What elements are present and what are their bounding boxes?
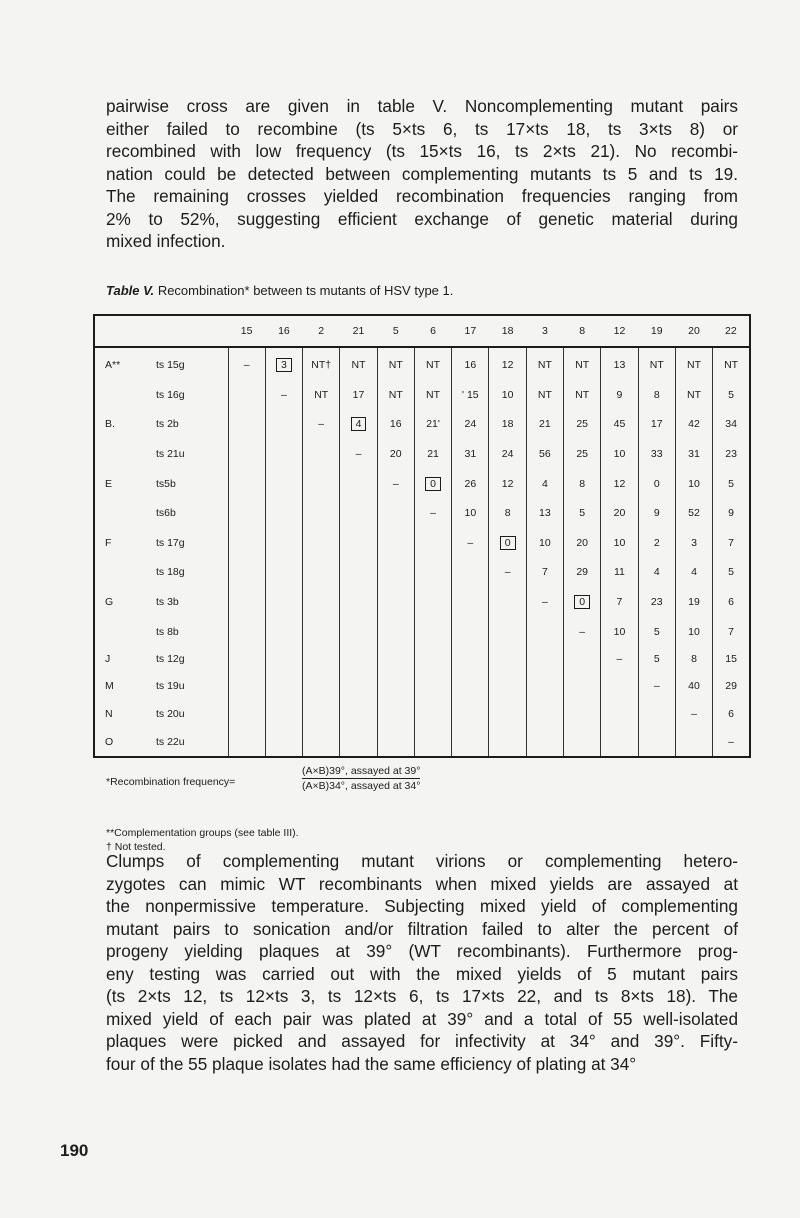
table-cell xyxy=(340,500,377,527)
table-cell xyxy=(414,645,451,672)
table-cell xyxy=(377,700,414,727)
table-cell xyxy=(675,727,712,757)
table-cell: 13 xyxy=(601,347,638,381)
table-cell xyxy=(452,700,489,727)
group-label xyxy=(94,500,152,527)
table-cell: 16 xyxy=(377,408,414,440)
table-cell: 21 xyxy=(526,408,563,440)
table-cell: 10 xyxy=(675,618,712,645)
table-cell: 8 xyxy=(489,500,526,527)
table-cell: 31 xyxy=(675,440,712,467)
table-cell: 10 xyxy=(526,527,563,559)
column-header: 3 xyxy=(526,315,563,347)
mutant-label: ts 12g xyxy=(156,652,185,665)
column-header: 8 xyxy=(564,315,601,347)
table-cell xyxy=(414,586,451,618)
table-cell: – xyxy=(377,468,414,500)
table-cell: 7 xyxy=(526,559,563,586)
table-cell: 23 xyxy=(713,440,750,467)
table-cell xyxy=(601,700,638,727)
table-cell: 10 xyxy=(489,381,526,408)
boxed-value: 0 xyxy=(574,595,590,609)
table-cell xyxy=(564,700,601,727)
formula-denominator: (A×B)34°, assayed at 34° xyxy=(302,780,421,792)
table-cell: 10 xyxy=(601,618,638,645)
table-cell: 4 xyxy=(638,559,675,586)
group-label: G xyxy=(105,596,114,609)
table-cell xyxy=(340,408,377,440)
text-line: mutant pairs to sonication and/or filtration failed to alter the percent of xyxy=(106,918,738,939)
table-cell: – xyxy=(713,727,750,757)
mutant-label: ts 22u xyxy=(156,735,185,748)
table-cell xyxy=(377,618,414,645)
table-cell: 12 xyxy=(601,468,638,500)
table-cell xyxy=(303,559,340,586)
table-cell xyxy=(340,468,377,500)
mutant-label: ts5b xyxy=(156,477,176,490)
table-cell: 40 xyxy=(675,673,712,700)
table-cell: 52 xyxy=(675,500,712,527)
boxed-value: 3 xyxy=(276,358,292,372)
table-cell: – xyxy=(601,645,638,672)
table-row xyxy=(94,527,750,559)
group-label: B. xyxy=(105,418,115,431)
table-cell xyxy=(340,559,377,586)
table-cell xyxy=(228,586,265,618)
table-cell: 10 xyxy=(601,527,638,559)
table-cell: 8 xyxy=(638,381,675,408)
mutant-label: ts 2b xyxy=(156,418,179,431)
table-cell xyxy=(377,500,414,527)
group-label: F xyxy=(105,536,112,549)
table-cell xyxy=(377,559,414,586)
table-cell: 56 xyxy=(526,440,563,467)
table-cell: – xyxy=(452,527,489,559)
group-label: E xyxy=(105,477,113,490)
column-header: 12 xyxy=(601,315,638,347)
table-cell: 10 xyxy=(675,468,712,500)
table-title: Recombination* between ts mutants of HSV type 1. xyxy=(157,283,454,298)
column-header: 16 xyxy=(265,315,302,347)
table-row xyxy=(94,381,750,408)
table-cell: 26 xyxy=(452,468,489,500)
table-cell xyxy=(489,586,526,618)
table-cell xyxy=(265,700,302,727)
table-cell xyxy=(564,673,601,700)
table-cell: 12 xyxy=(489,347,526,381)
table-cell: 12 xyxy=(489,468,526,500)
table-cell: 25 xyxy=(564,408,601,440)
table-cell xyxy=(303,440,340,467)
table-row xyxy=(94,618,750,645)
mutant-label: ts6b xyxy=(156,507,176,520)
table-caption xyxy=(106,283,453,298)
table-cell xyxy=(377,673,414,700)
table-cell: 29 xyxy=(713,673,750,700)
table-cell xyxy=(265,500,302,527)
table-cell xyxy=(303,727,340,757)
footnote-not-tested: † Not tested. xyxy=(106,841,166,853)
table-cell: 6 xyxy=(713,586,750,618)
table-cell: 34 xyxy=(713,408,750,440)
text-line: zygotes can mimic WT recombinants when mixed yields are assayed at xyxy=(106,873,738,894)
table-cell xyxy=(452,673,489,700)
table-cell: 18 xyxy=(489,408,526,440)
table-cell xyxy=(303,673,340,700)
table-cell xyxy=(303,700,340,727)
table-cell: NT xyxy=(526,381,563,408)
column-header: 22 xyxy=(713,315,750,347)
table-cell xyxy=(340,527,377,559)
table-cell xyxy=(377,727,414,757)
table-cell xyxy=(303,468,340,500)
mutant-label: ts 16g xyxy=(156,388,185,401)
table-cell: 19 xyxy=(675,586,712,618)
table-cell xyxy=(228,440,265,467)
table-cell xyxy=(228,468,265,500)
table-cell xyxy=(228,673,265,700)
boxed-value: 4 xyxy=(351,417,367,431)
formula-lhs: *Recombination frequency= xyxy=(106,776,236,788)
text-line: four of the 55 plaque isolates had the same efficiency of plating at 34° xyxy=(106,1053,637,1074)
table-cell: 5 xyxy=(713,559,750,586)
table-cell: 24 xyxy=(452,408,489,440)
table-cell: – xyxy=(414,500,451,527)
table-cell xyxy=(526,645,563,672)
table-cell xyxy=(452,559,489,586)
text-line: pairwise cross are given in table V. Noncomplementing mutant pairs xyxy=(106,96,738,116)
table-cell xyxy=(303,586,340,618)
table-cell xyxy=(564,586,601,618)
boxed-value: 0 xyxy=(425,477,441,491)
table-cell xyxy=(526,618,563,645)
mutant-label: ts 3b xyxy=(156,596,179,609)
table-cell xyxy=(377,645,414,672)
mutant-label: ts 19u xyxy=(156,680,185,693)
table-cell xyxy=(228,408,265,440)
footnote-complementation: **Complementation groups (see table III). xyxy=(106,827,299,839)
table-cell: 5 xyxy=(564,500,601,527)
table-cell: NT xyxy=(564,347,601,381)
table-cell xyxy=(228,381,265,408)
table-cell: – xyxy=(265,381,302,408)
table-cell xyxy=(228,559,265,586)
table-cell: 6 xyxy=(713,700,750,727)
table-cell xyxy=(489,645,526,672)
table-cell: NT xyxy=(340,347,377,381)
table-cell xyxy=(303,527,340,559)
table-cell: 16 xyxy=(452,347,489,381)
table-cell xyxy=(340,673,377,700)
table-cell: 2 xyxy=(638,527,675,559)
group-label xyxy=(94,559,152,586)
table-row xyxy=(94,559,750,586)
table-row xyxy=(94,408,750,440)
table-cell xyxy=(414,673,451,700)
header-corner xyxy=(94,315,228,347)
text-line: (ts 2×ts 12, ts 12×ts 3, ts 12×ts 6, ts 17×ts 22, and ts 8×ts 18). The xyxy=(106,986,738,1006)
mutant-label: ts 20u xyxy=(156,707,185,720)
table-cell: 5 xyxy=(713,468,750,500)
table-cell: NT xyxy=(564,381,601,408)
table-cell xyxy=(265,673,302,700)
table-cell: 10 xyxy=(601,440,638,467)
column-header: 17 xyxy=(452,315,489,347)
table-cell: 21' xyxy=(414,408,451,440)
text-line: the nonpermissive temperature. Subjecting mixed yield of complementing xyxy=(106,896,738,916)
table-cell: NT xyxy=(526,347,563,381)
table-cell xyxy=(265,440,302,467)
table-cell: 42 xyxy=(675,408,712,440)
text-line: recombined with low frequency (ts 15×ts 16, ts 2×ts 21). No recombi- xyxy=(106,141,738,161)
group-label: J xyxy=(105,652,111,665)
table-cell xyxy=(414,618,451,645)
formula-numerator: (A×B)39°, assayed at 39° xyxy=(302,765,421,777)
table-cell xyxy=(414,559,451,586)
table-cell: 45 xyxy=(601,408,638,440)
column-header: 20 xyxy=(675,315,712,347)
group-label: N xyxy=(105,707,113,720)
boxed-value: 0 xyxy=(500,536,516,550)
table-row xyxy=(94,673,750,700)
table-cell: NT xyxy=(377,347,414,381)
group-label xyxy=(94,440,152,467)
group-label xyxy=(94,618,152,645)
table-cell: 25 xyxy=(564,440,601,467)
table-cell: 17 xyxy=(638,408,675,440)
text-line: The remaining crosses yielded recombination frequencies ranging from xyxy=(106,186,738,206)
table-cell xyxy=(489,700,526,727)
table-cell: NT xyxy=(377,381,414,408)
table-cell: 20 xyxy=(601,500,638,527)
mutant-label: ts 15g xyxy=(156,358,185,371)
table-cell xyxy=(638,700,675,727)
table-cell: 10 xyxy=(452,500,489,527)
table-cell xyxy=(414,700,451,727)
table-cell xyxy=(489,618,526,645)
group-label: M xyxy=(105,680,114,693)
table-cell: 8 xyxy=(564,468,601,500)
group-label: A** xyxy=(105,358,121,371)
text-line: mixed yield of each pair was plated at 39° and a total of 55 well-isolated xyxy=(106,1008,738,1029)
table-cell: 7 xyxy=(601,586,638,618)
table-cell: NT xyxy=(414,347,451,381)
table-row xyxy=(94,468,750,500)
table-label: Table V. xyxy=(106,283,155,298)
text-line: either failed to recombine (ts 5×ts 6, ts 17×ts 18, ts 3×ts 8) or xyxy=(106,118,738,139)
table-cell: – xyxy=(228,347,265,381)
table-cell: – xyxy=(340,440,377,467)
table-cell: – xyxy=(526,586,563,618)
table xyxy=(93,314,751,758)
table-cell: 20 xyxy=(377,440,414,467)
column-header: 19 xyxy=(638,315,675,347)
table-cell xyxy=(265,559,302,586)
table-cell xyxy=(265,408,302,440)
table-cell xyxy=(340,645,377,672)
table-cell: – xyxy=(638,673,675,700)
table-cell: 24 xyxy=(489,440,526,467)
table-cell xyxy=(452,618,489,645)
table-cell xyxy=(303,500,340,527)
text-line: 2% to 52%, suggesting efficient exchange of genetic material during xyxy=(106,208,738,229)
column-header: 15 xyxy=(228,315,265,347)
table-cell xyxy=(265,727,302,757)
column-header: 6 xyxy=(414,315,451,347)
table-cell: NT xyxy=(675,381,712,408)
table-cell xyxy=(303,645,340,672)
text-line: mixed infection. xyxy=(106,231,226,251)
table-cell xyxy=(601,727,638,757)
table-row xyxy=(94,700,750,727)
table-cell: 7 xyxy=(713,618,750,645)
table-cell: 9 xyxy=(601,381,638,408)
table-cell: NT† xyxy=(303,347,340,381)
column-header: 18 xyxy=(489,315,526,347)
table-cell xyxy=(303,618,340,645)
table-cell xyxy=(414,727,451,757)
table-cell: 9 xyxy=(638,500,675,527)
table-cell xyxy=(414,468,451,500)
text-line: plaques were picked and assayed for infectivity at 34° and 39°. Fifty- xyxy=(106,1031,738,1051)
text-line: nation could be detected between complementing mutants ts 5 and ts 19. xyxy=(106,163,738,184)
table-cell: NT xyxy=(713,347,750,381)
column-header: 5 xyxy=(377,315,414,347)
table-row xyxy=(94,347,750,381)
table-cell xyxy=(452,586,489,618)
table-cell: 17 xyxy=(340,381,377,408)
table-cell: 29 xyxy=(564,559,601,586)
table-cell: 21 xyxy=(414,440,451,467)
text-line: progeny yielding plaques at 39° (WT recombinants). Furthermore prog- xyxy=(106,941,738,961)
table-cell xyxy=(265,468,302,500)
table-cell xyxy=(228,618,265,645)
table-cell: 9 xyxy=(713,500,750,527)
table-cell: – xyxy=(675,700,712,727)
mutant-label: ts 21u xyxy=(156,448,185,461)
table-cell: 33 xyxy=(638,440,675,467)
table-cell: NT xyxy=(638,347,675,381)
table-cell: 5 xyxy=(638,618,675,645)
recombination-table xyxy=(93,314,751,758)
table-cell: 8 xyxy=(675,645,712,672)
paragraph-top xyxy=(106,95,738,253)
table-cell xyxy=(489,527,526,559)
table-cell: – xyxy=(303,408,340,440)
table-cell: 3 xyxy=(675,527,712,559)
table-cell: NT xyxy=(303,381,340,408)
table-row xyxy=(94,500,750,527)
table-cell: 23 xyxy=(638,586,675,618)
table-row xyxy=(94,727,750,757)
table-cell xyxy=(265,586,302,618)
paragraph-bottom xyxy=(106,850,738,1075)
table-cell: 31 xyxy=(452,440,489,467)
table-cell xyxy=(564,727,601,757)
table-row xyxy=(94,586,750,618)
table-cell xyxy=(265,347,302,381)
group-label xyxy=(94,381,152,408)
table-cell xyxy=(526,673,563,700)
table-cell xyxy=(340,727,377,757)
column-header: 21 xyxy=(340,315,377,347)
table-cell: 15 xyxy=(713,645,750,672)
table-cell: 11 xyxy=(601,559,638,586)
mutant-label: ts 18g xyxy=(156,566,185,579)
table-cell xyxy=(228,727,265,757)
table-cell: 4 xyxy=(526,468,563,500)
column-header: 2 xyxy=(303,315,340,347)
table-cell xyxy=(526,700,563,727)
table-cell: 5 xyxy=(638,645,675,672)
table-cell: NT xyxy=(675,347,712,381)
table-cell xyxy=(452,645,489,672)
table-cell xyxy=(228,527,265,559)
text-line: eny testing was carried out with the mixed yields of 5 mutant pairs xyxy=(106,963,738,984)
formula-fraction xyxy=(302,765,420,792)
table-cell xyxy=(414,527,451,559)
table-cell xyxy=(377,586,414,618)
table-cell xyxy=(228,500,265,527)
table-cell: ' 15 xyxy=(452,381,489,408)
table-cell: 0 xyxy=(638,468,675,500)
table-row xyxy=(94,440,750,467)
table-cell xyxy=(340,618,377,645)
group-label: O xyxy=(105,735,114,748)
table-cell: 20 xyxy=(564,527,601,559)
table-header-row xyxy=(94,315,750,347)
table-cell xyxy=(265,618,302,645)
table-cell xyxy=(228,645,265,672)
mutant-label: ts 8b xyxy=(156,625,179,638)
table-cell: NT xyxy=(414,381,451,408)
mutant-label: ts 17g xyxy=(156,536,185,549)
table-row xyxy=(94,645,750,672)
page-number: 190 xyxy=(60,1141,89,1160)
table-cell xyxy=(340,700,377,727)
table-cell xyxy=(265,645,302,672)
table-cell: 4 xyxy=(675,559,712,586)
table-cell xyxy=(638,727,675,757)
table-cell xyxy=(489,673,526,700)
text-line: Clumps of complementing mutant virions or complementing hetero- xyxy=(106,851,738,871)
table-cell xyxy=(601,673,638,700)
table-cell xyxy=(526,727,563,757)
table-cell: – xyxy=(564,618,601,645)
table-cell xyxy=(265,527,302,559)
table-cell: 13 xyxy=(526,500,563,527)
table-cell xyxy=(377,527,414,559)
table-cell xyxy=(340,586,377,618)
table-cell: 7 xyxy=(713,527,750,559)
table-cell xyxy=(564,645,601,672)
table-cell xyxy=(228,700,265,727)
table-cell xyxy=(452,727,489,757)
table-cell: – xyxy=(489,559,526,586)
table-cell: 5 xyxy=(713,381,750,408)
table-cell xyxy=(489,727,526,757)
